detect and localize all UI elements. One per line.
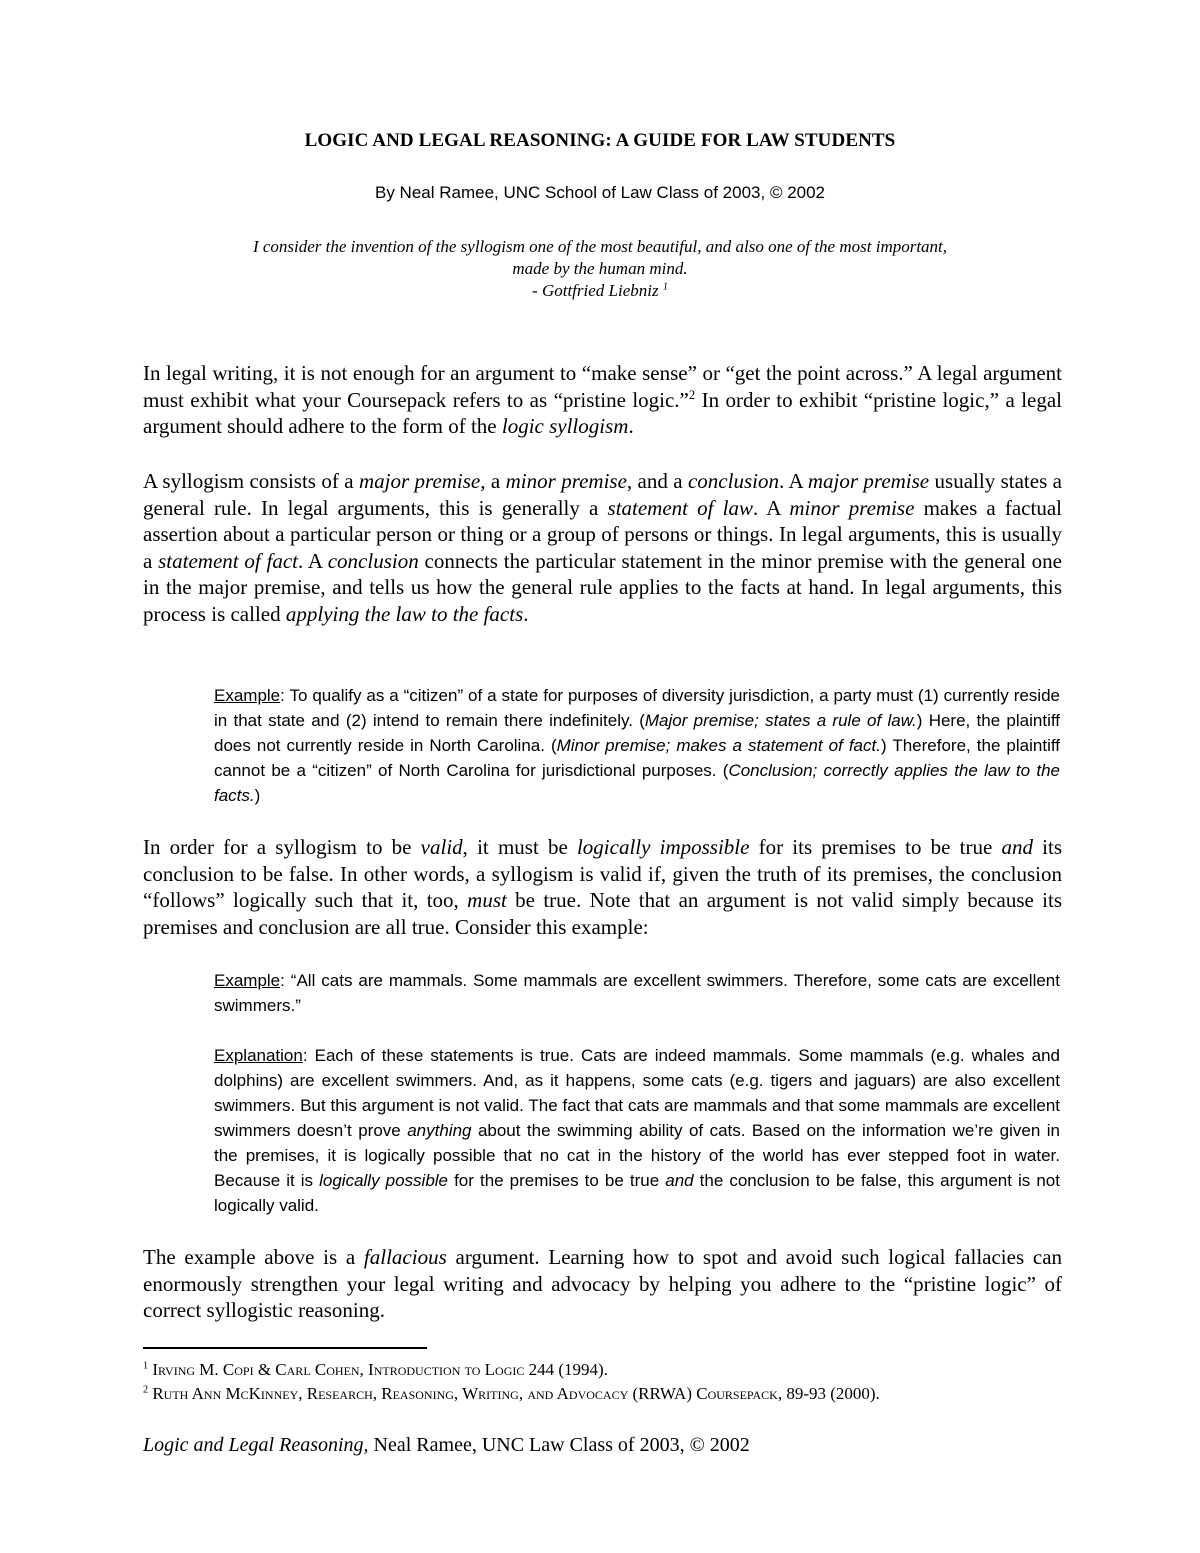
example1-text: ) (254, 786, 261, 805)
paragraph-syllogism-definition (143, 468, 1062, 628)
explanation-text: : Each of these statements is true. Cats are indeed mammals. Some mammals (e.g. whales and dolphins) are excellent swimmers. And, as it happens, some cats (e.g. tigers and jaguars) are also excellent swimmers. But this argument is not valid. The fact that cats are mammals and that some mammals are excellent swimmers doesn’t prove (214, 1046, 1060, 1140)
example1-annotation: Major premise; states a rule of law. (644, 711, 917, 730)
explanation-emphasis: logically possible (319, 1171, 449, 1190)
para3-text: In order for a syllogism to be (143, 835, 421, 859)
para2-text: makes a factual assertion about a particular person or thing or a group of persons or things. In legal arguments, this is usually a (143, 495, 1062, 573)
para4-text: argument. Learning how to spot and avoid such logical fallacies can enormously strengthen your legal writing and advocacy by helping you adhere to the “pristine logic” of correct syllogistic reasoning. (143, 1245, 1063, 1323)
example1-text: ) Here, the plaintiff does not currently reside in North Carolina. ( (214, 711, 1060, 755)
para1-text-1: In legal writing, it is not enough for an argument to “make sense” or “get the point across.” A legal argument must exhibit what your Coursepack refers to as “pristine logic.” (143, 361, 1062, 412)
para2-term: minor premise, (505, 469, 633, 493)
para4-text: The example above is a (143, 1245, 364, 1269)
paragraph-pristine-logic (143, 360, 1062, 440)
para3-term: valid (420, 835, 463, 859)
example-citizen-syllogism (214, 683, 1060, 808)
para2-term: statement of law (607, 495, 753, 520)
example1-text: : To qualify as a “citizen” of a state for purposes of diversity jurisdiction, a party must (1) currently reside in that state and (2) intend to remain there indefinitely. ( (214, 686, 1060, 730)
para1-term: logic syllogism (501, 414, 629, 439)
footer-title: Logic and Legal Reasoning, (143, 1434, 369, 1456)
para2-term: minor premise (789, 495, 915, 520)
para2-term: conclusion (327, 548, 419, 573)
document-title: LOGIC AND LEGAL REASONING: A GUIDE FOR LAW STUDENTS (304, 130, 896, 151)
explanation-block (214, 1043, 1060, 1218)
example-cats-syllogism (214, 968, 1060, 1018)
footnote-citation: Ruth Ann McKinney, Research, Reasoning, Writing, and Advocacy (RRWA) Coursepack, (152, 1384, 783, 1403)
para3-term: and (1001, 835, 1033, 859)
footnote-citation-tail: 89-93 (2000). (782, 1384, 880, 1403)
footnote-citation: Irving M. Copi & Carl Cohen, Introduction to Logic (152, 1360, 525, 1379)
explanation-text: about the swimming ability of cats. Based on the information we’re given in the premises, it is logically possible that no cat in the history of the world has ever stepped foot in water. Because it is (214, 1121, 1060, 1190)
para2-text: connects the particular statement in the minor premise with the general one in the major premise, and tells us how the general rule applies to the facts at hand. In legal arguments, this process is called (143, 548, 1062, 626)
page-footer (143, 1434, 750, 1457)
example-label: Example (214, 971, 281, 990)
footnote-ref-2[interactable]: 2 (688, 387, 696, 402)
para3-term: logically impossible (576, 835, 750, 859)
epigraph-quote (130, 236, 1070, 302)
example1-annotation: Conclusion; correctly applies the law to the facts. (214, 761, 1060, 805)
example2-text: : “All cats are mammals. Some mammals are excellent swimmers. Therefore, some cats are excellent swimmers.” (214, 971, 1060, 1015)
footer-credit: Neal Ramee, UNC Law Class of 2003, © 2002 (368, 1434, 750, 1456)
para2-text: and a (632, 469, 688, 493)
footnote-ref-1[interactable]: 1 (662, 281, 668, 293)
para2-text: usually states a general rule. In legal arguments, this is generally a (143, 469, 1062, 520)
para3-text: for its premises to be true (749, 835, 1002, 859)
example1-annotation: Minor premise; makes a statement of fact. (556, 736, 881, 755)
para2-term: major premise, (358, 469, 486, 493)
explanation-text: for the premises to be true (448, 1171, 666, 1190)
para3-text: be true. Note that an argument is not valid simply because its premises and conclusion are all true. Consider this example: (143, 888, 1062, 939)
para1-text-2: In order to exhibit “pristine logic,” a legal argument should adhere to the form of the (143, 387, 1063, 439)
para2-text: . A (298, 548, 328, 573)
paragraph-fallacies (143, 1244, 1062, 1324)
paragraph-validity (143, 834, 1062, 940)
explanation-label: Explanation (214, 1046, 303, 1065)
footnote-number: 2 (143, 1384, 149, 1396)
para2-text: . A (778, 469, 808, 493)
example-label: Example (214, 686, 281, 705)
epigraph-attribution: - Gottfried Liebniz (532, 281, 659, 300)
explanation-text: the conclusion to be false, this argument is not logically valid. (214, 1171, 1060, 1215)
para3-term: must (467, 888, 507, 913)
footnote-separator (143, 1347, 427, 1349)
para4-term: fallacious (363, 1245, 447, 1269)
para2-text: . (523, 601, 529, 626)
para2-term: conclusion (687, 469, 779, 493)
explanation-emphasis: anything (407, 1121, 472, 1140)
para2-term: major premise (807, 469, 930, 493)
para2-text: . A (752, 495, 790, 520)
footnote-2 (143, 1383, 1062, 1405)
para2-text: a (485, 469, 506, 493)
epigraph-line-1: I consider the invention of the syllogism one of the most beautiful, and also one of the most important, (252, 237, 948, 256)
example1-text: ) Therefore, the plaintiff cannot be a “citizen” of North Carolina for jurisdictional purposes. ( (214, 736, 1060, 780)
explanation-emphasis: and (665, 1171, 694, 1190)
para3-text: , it must be (462, 835, 577, 859)
footnote-1 (143, 1359, 1062, 1381)
para3-text: its conclusion to be false. In other words, a syllogism is valid if, given the truth of its premises, the conclusion “follows” logically such that it, too, (143, 835, 1062, 913)
footnote-number: 1 (143, 1360, 149, 1372)
epigraph-line-2: made by the human mind. (512, 259, 688, 278)
para1-end: . (628, 414, 634, 439)
para2-text: A syllogism consists of a (143, 469, 359, 493)
footnote-citation-tail: 244 (1994). (524, 1360, 608, 1379)
byline: By Neal Ramee, UNC School of Law Class of 2003, © 2002 (374, 183, 826, 202)
para2-term: statement of fact (158, 548, 299, 573)
para2-term: applying the law to the facts (285, 601, 524, 626)
